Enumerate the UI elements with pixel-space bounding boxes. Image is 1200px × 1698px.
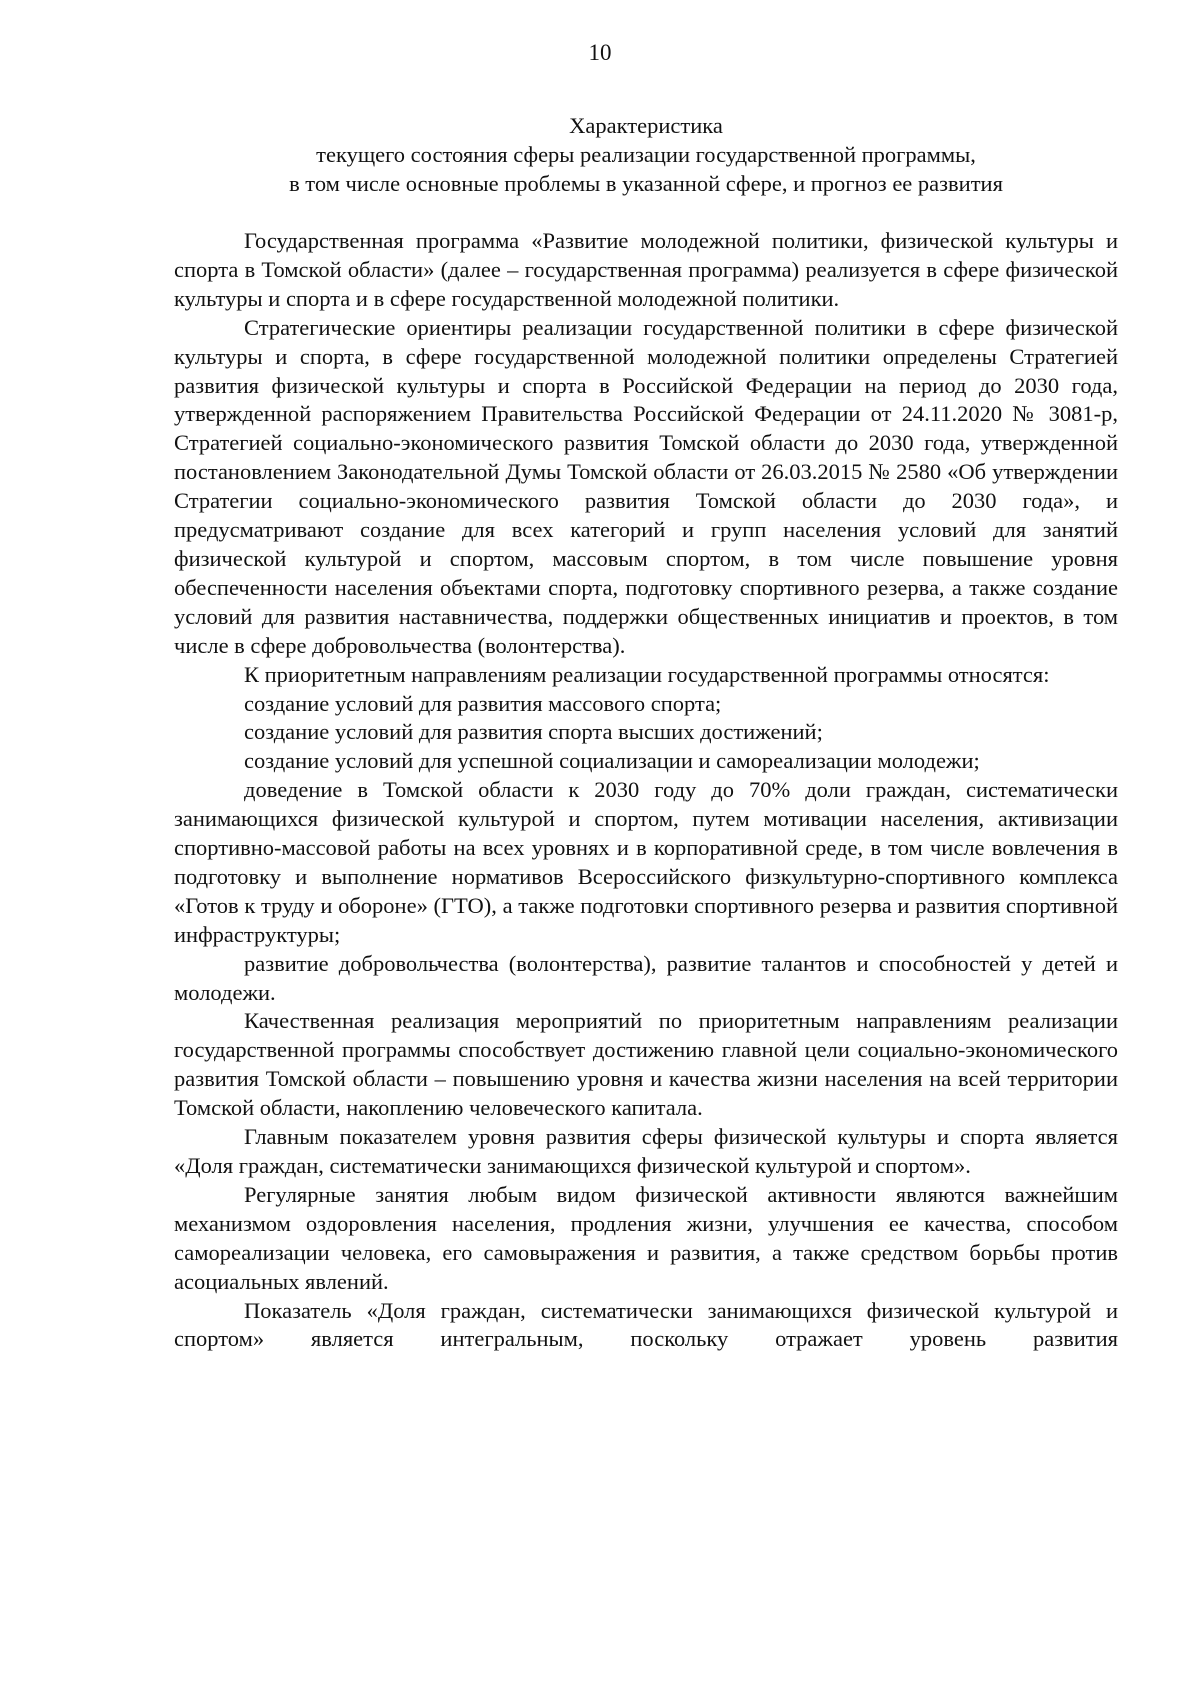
heading-subtitle-line-2: в том числе основные проблемы в указанной сфере, и прогноз ее развития	[289, 171, 1003, 196]
paragraph-program-intro: Государственная программа «Развитие молодежной политики, физической культуры и спорта в Томской области» (далее – государственная программа) реализуется в сфере физической культуры и спорта и в сфере государственной молодежной политики.	[174, 228, 1118, 311]
list-item-mass-sport: создание условий для развития массового спорта;	[244, 690, 722, 716]
list-item-citizens-share-target: доведение в Томской области к 2030 году до 70% доли граждан, систематически занимающихся физической культурой и спортом, путем мотивации населения, активизации спортивно-массовой работы на всех уровнях и в корпоративной среде, в том числе вовлечения в подготовку и выполнение нормативов Всероссийского физкультурно-спортивного комплекса «Готов к труду и обороне» (ГТО), а также подготовки спортивного резерва и развития спортивной инфраструктуры;	[174, 777, 1118, 947]
paragraph-quality-implementation: Качественная реализация мероприятий по приоритетным направлениям реализации государственной программы способствует достижению главной цели социально-экономического развития Томской области – повышению уровня и качества жизни населения на всей территории Томской области, накоплению человеческого капитала.	[174, 1008, 1118, 1121]
paragraph-main-indicator: Главным показателем уровня развития сферы физической культуры и спорта является «Доля граждан, систематически занимающихся физической культурой и спортом».	[174, 1124, 1118, 1178]
paragraph-regular-activity: Регулярные занятия любым видом физической активности являются важнейшим механизмом оздоровления населения, продления жизни, улучшения ее качества, способом самореализации человека, его самовыражения и развития, а также средством борьбы против асоциальных явлений.	[174, 1181, 1118, 1294]
list-item-high-performance-sport: создание условий для развития спорта высших достижений;	[244, 719, 823, 745]
paragraph-integral-indicator: Показатель «Доля граждан, систематически занимающихся физической культурой и спортом» является интегральным, поскольку отражает уровень развития	[174, 1297, 1118, 1352]
list-item-youth-socialization: создание условий для успешной социализации и самореализации молодежи;	[244, 748, 980, 774]
section-heading	[174, 111, 1118, 198]
document-body	[174, 227, 1118, 1354]
paragraph-priority-directions: К приоритетным направлениям реализации государственной программы относятся:	[244, 661, 1050, 687]
page-number: 10	[588, 40, 612, 65]
paragraph-strategic-guidelines: Стратегические ориентиры реализации государственной политики в сфере физической культуры и спорта, в сфере государственной молодежной политики определены Стратегией развития физической культуры и спорта в Российской Федерации на период до 2030 года, утвержденной распоряжением Правительства Российской Федерации от 24.11.2020 № 3081-р, Стратегией социально-экономического развития Томской области до 2030 года, утвержденной постановлением Законодательной Думы Томской области от 26.03.2015 № 2580 «Об утверждении Стратегии социально-экономического развития Томской области до 2030 года», и предусматривают создание для всех категорий и групп населения условий для занятий физической культурой и спортом, массовым спортом, в том числе повышение уровня обеспеченности населения объектами спорта, подготовку спортивного резерва, а также создание условий для развития наставничества, поддержки общественных инициатив и проектов, в том числе в сфере добровольчества (волонтерства).	[174, 314, 1118, 658]
heading-title: Характеристика	[569, 113, 723, 138]
heading-subtitle-line-1: текущего состояния сферы реализации государственной программы,	[316, 142, 976, 167]
list-item-volunteering: развитие добровольчества (волонтерства), развитие талантов и способностей у детей и молодежи.	[174, 950, 1118, 1005]
